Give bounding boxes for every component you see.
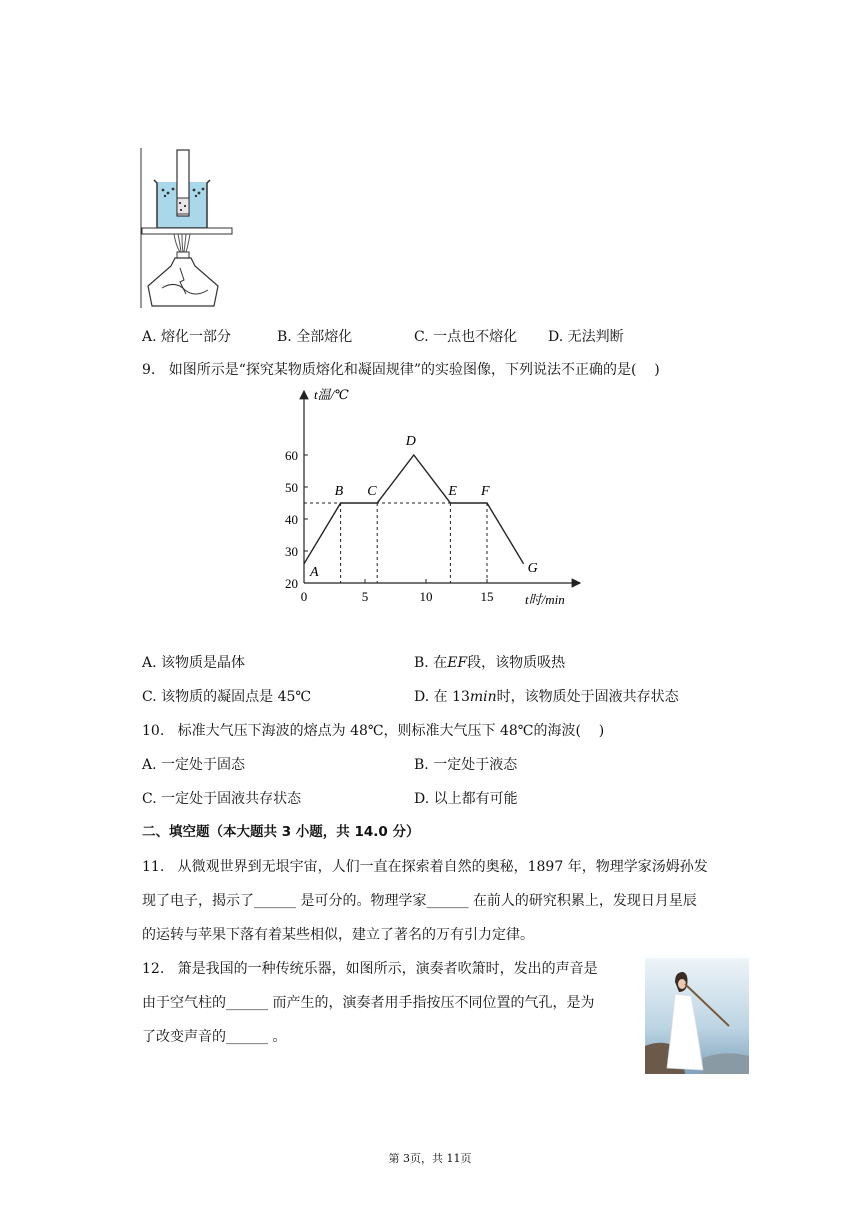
q10-option-b: B. 一定处于液态 [414,757,518,773]
q9-option-a: A. 该物质是晶体 [142,655,246,671]
x-tick-label: 10 [419,589,433,604]
point-label-B: B [334,484,344,499]
x-tick-label: 15 [480,589,494,604]
q8-option-b: B. 全部熔化 [277,329,353,345]
q9-option-c: C. 该物质的凝固点是 45℃ [142,689,312,705]
q9-option-b-pre: B. 在 [414,655,448,671]
q10-option-c: C. 一定处于固液共存状态 [142,791,302,807]
q9-option-b-var: EF [447,655,468,671]
melting-apparatus-figure [140,148,235,310]
q10-option-d: D. 以上都有可能 [414,791,518,807]
page-footer: 第 3页，共 11页 [388,1152,472,1165]
y-axis-label: t温/℃ [314,387,349,402]
q10-stem: 10. 标准大气压下海波的熔点为 48℃，则标准大气压下 48℃的海波( ) [142,723,605,739]
q9-stem: 9. 如图所示是“探究某物质熔化和凝固规律”的实验图像，下列说法不正确的是( ) [142,362,660,378]
point-label-G: G [527,560,538,576]
q9-option-d-post: 时，该物质处于固液共存状态 [496,689,679,705]
y-tick-label: 50 [285,480,298,495]
q9-option-d [414,687,679,707]
y-tick-label: 60 [285,448,298,463]
section-heading: 二、填空题（本大题共 3 小题，共 14.0 分） [142,824,420,840]
q8-option-d: D. 无法判断 [548,329,624,345]
q9-option-b [414,653,565,673]
q11-line-2: 现了电子，揭示了______ 是可分的。物理学家______ 在前人的研究积累上，发现日月星辰 [142,893,697,909]
q11-line-3: 的运转与苹果下落有着某些相似，建立了著名的万有引力定律。 [142,927,534,943]
q9-option-b-post: 段，该物质吸热 [467,655,566,671]
temperature-curve [304,455,524,564]
q8-option-a: A. 熔化一部分 [142,329,232,345]
y-tick-label: 20 [285,576,298,591]
q9-option-d-var: min [469,689,497,705]
point-label-E: E [448,484,457,499]
x-tick-label: 0 [300,589,308,604]
melting-curve-chart [270,383,590,615]
q12-line-2: 由于空气柱的______ 而产生的，演奏者用手指按压不同位置的气孔，是为 [142,995,595,1011]
y-tick-label: 30 [285,544,298,559]
q12-line-1: 12. 箫是我国的一种传统乐器，如图所示，演奏者吹箫时，发出的声音是 [142,961,598,977]
q11-line-1: 11. 从微观世界到无垠宇宙，人们一直在探索着自然的奥秘，1897 年，物理学家汤姆孙发 [142,859,708,875]
q12-line-3: 了改变声音的______ 。 [142,1029,287,1045]
flute-player-photo [645,958,749,1074]
q8-option-c: C. 一点也不熔化 [414,329,518,345]
x-tick-label: 5 [361,589,369,604]
point-label-D: D [405,434,416,449]
point-label-C: C [367,484,377,499]
q10-option-a: A. 一定处于固态 [142,757,246,773]
x-axis-label: t时/min [525,592,565,607]
q9-option-d-pre: D. 在 13 [414,689,470,705]
point-label-F: F [481,484,490,499]
y-tick-label: 40 [285,512,298,527]
point-label-A: A [310,564,319,580]
